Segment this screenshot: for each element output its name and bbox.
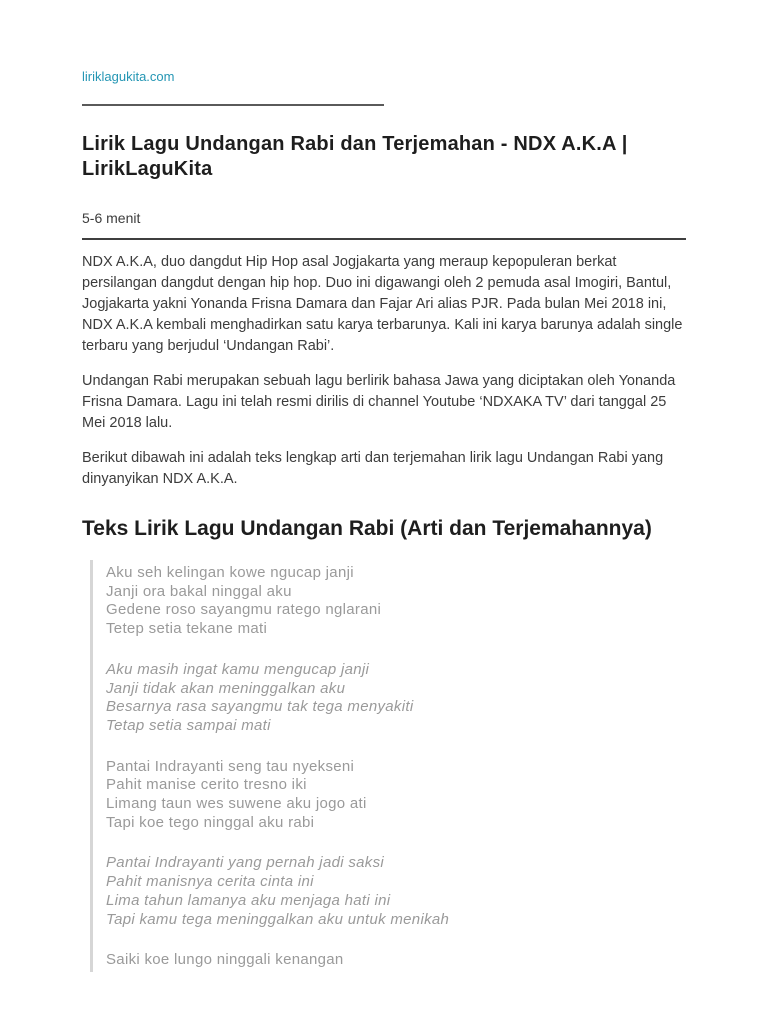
lyric-line: Tetap setia sampai mati xyxy=(106,716,271,734)
article-body xyxy=(82,252,686,490)
article-paragraph: Undangan Rabi merupakan sebuah lagu berlirik bahasa Jawa yang diciptakan oleh Yonanda Frisna Damara. Lagu ini telah resmi dirilis di channel Youtube ‘NDXAKA TV’ dari tanggal 25 Mei 2018 lalu. xyxy=(82,373,676,431)
lyric-line: Limang taun wes suwene aku jogo ati xyxy=(106,795,367,813)
lyric-line: Besarnya rasa sayangmu tak tega menyakiti xyxy=(106,698,414,716)
lyric-line: Janji ora bakal ninggal aku xyxy=(106,582,292,600)
article-paragraph: Berikut dibawah ini adalah teks lengkap arti dan terjemahan lirik lagu Undangan Rabi yang dinyanyikan NDX A.K.A. xyxy=(82,450,664,487)
title-separator xyxy=(82,104,384,106)
lyric-stanza xyxy=(106,758,686,833)
reading-time: 5-6 menit xyxy=(82,210,141,226)
lyric-line: Lima tahun lamanya aku menjaga hati ini xyxy=(106,891,391,909)
lyric-stanza xyxy=(106,661,686,736)
lyric-line: Pahit manisnya cerita cinta ini xyxy=(106,873,314,891)
header-divider xyxy=(82,238,686,240)
lyric-line: Janji tidak akan meninggalkan aku xyxy=(106,679,346,697)
lyric-line: Pantai Indrayanti seng tau nyekseni xyxy=(106,757,355,775)
lyric-line: Saiki koe lungo ninggali kenangan xyxy=(106,951,344,969)
lyric-line: Aku seh kelingan kowe ngucap janji xyxy=(106,564,354,581)
lyric-line: Gedene roso sayangmu ratego nglarani xyxy=(106,601,382,619)
lyric-line: Tapi kamu tega meninggalkan aku untuk menikah xyxy=(106,910,450,928)
lyric-line: Tapi koe tego ninggal aku rabi xyxy=(106,813,315,831)
section-heading: Teks Lirik Lagu Undangan Rabi (Arti dan Terjemahannya) xyxy=(82,517,652,540)
lyric-stanza xyxy=(106,854,686,929)
lyric-line: Pantai Indrayanti yang pernah jadi saksi xyxy=(106,854,385,872)
article-paragraph: NDX A.K.A, duo dangdut Hip Hop asal Jogjakarta yang meraup kepopuleran berkat persilangan dangdut dengan hip hop. Duo ini digawangi oleh 2 pemuda asal Imogiri, Bantul, Jogjakarta yakni Yonanda Frisna Damara dan Fajar Ari alias PJR. Pada bulan Mei 2018 ini, NDX A.K.A kembali menghadirkan satu karya terbarunya. Kali ini karya barunya adalah single terbaru yang berjudul ‘Undangan Rabi’. xyxy=(82,254,683,354)
site-link[interactable]: liriklagukita.com xyxy=(82,69,175,84)
lyric-stanza xyxy=(106,951,686,970)
lyric-line: Aku masih ingat kamu mengucap janji xyxy=(106,660,370,678)
lyric-line: Pahit manise cerito tresno iki xyxy=(106,776,307,794)
lyric-line: Tetep setia tekane mati xyxy=(106,620,268,638)
lyrics-blockquote xyxy=(90,560,686,972)
lyric-stanza xyxy=(106,564,686,639)
article-title: Lirik Lagu Undangan Rabi dan Terjemahan - NDX A.K.A | LirikLaguKita xyxy=(82,133,628,180)
